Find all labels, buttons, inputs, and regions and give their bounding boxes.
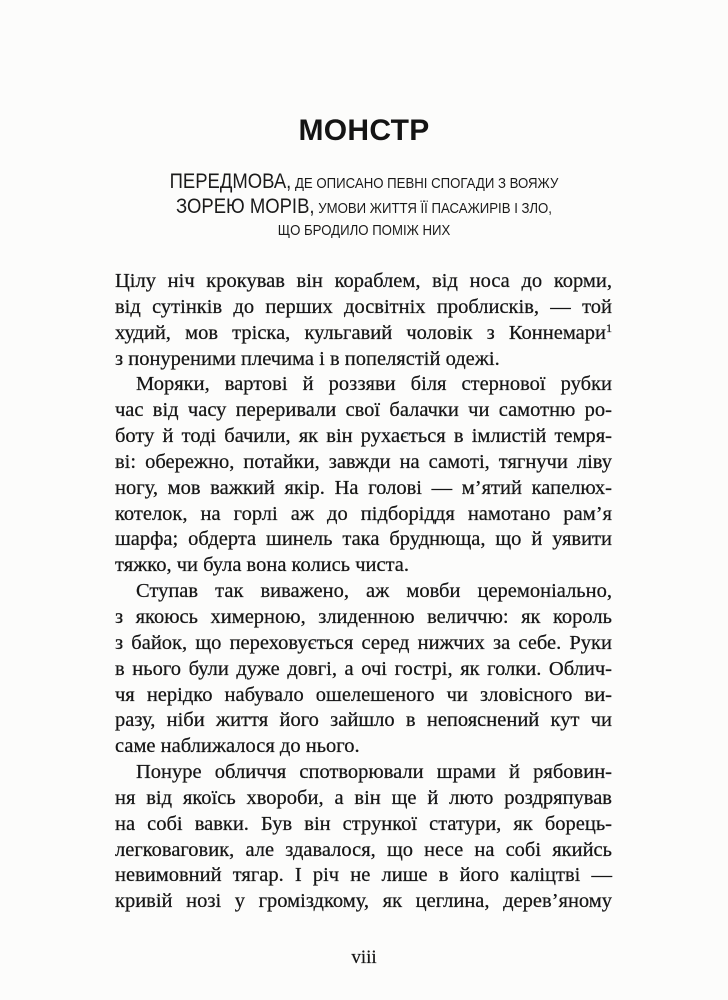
text-line: з понуреними плечима і в попелястій одежі. (115, 347, 500, 370)
text-line: від сутінків до перших досвітніх проблисків, — той (115, 295, 612, 318)
chapter-subtitle (0, 170, 728, 244)
footnote-marker: 1 (606, 320, 612, 335)
text-line: невимовний тягар. І річ не лише в його каліцтві — (115, 864, 612, 887)
subtitle-text: ЩО БРОДИЛО ПОМІЖ НИХ (277, 222, 451, 239)
page-number: viii (351, 947, 377, 968)
text-line: боту й тоді бачили, як він рухається в імлистій темря- (115, 425, 612, 448)
text-line: тяжко, чи була вона колись чиста. (115, 554, 410, 577)
subtitle-lead: ЗОРЕЮ МОРІВ, (176, 194, 315, 218)
subtitle-line (44, 195, 685, 220)
subtitle-lead: ПЕРЕДМОВА, (169, 170, 292, 193)
text-line: ві: обережно, потайки, завжди на самоті, тягнучи ліву (115, 450, 612, 473)
paragraph (115, 579, 612, 760)
text-line: разу, ніби життя його зайшло в непояснений кут чи (115, 709, 612, 732)
text-line: в нього були дуже довгі, а очі гострі, як голки. Облич- (115, 657, 612, 680)
text-line-content: худий, мов тріска, кульгавий чоловік з Коннемари (115, 321, 606, 344)
body-text (115, 269, 612, 915)
text-line: з байок, що переховується серед нижчих за себе. Руки (115, 631, 612, 654)
text-line: ня від якоїсь хвороби, а він ще й люто роздряпував (115, 786, 612, 809)
text-line: Моряки, вартові й роззяви біля стернової рубки (136, 373, 612, 396)
paragraph (115, 760, 612, 915)
text-line: Цілу ніч крокував він кораблем, від носа до корми, (115, 270, 612, 292)
text-line: час від часу переривали свої балачки чи самотню ро- (115, 399, 612, 422)
text-line: на собі вавки. Був він стрункої статури, як борець- (115, 812, 612, 835)
text-line: Понуре обличчя спотворювали шрами й рябовин- (136, 761, 612, 784)
text-line: кривій нозі у громіздкому, як цеглина, дерев’яному (115, 890, 612, 913)
text-line: з якоюсь химерною, злиденною величчю: як король (115, 605, 612, 628)
subtitle-text: ДЕ ОПИСАНО ПЕВНІ СПОГАДИ З ВОЯЖУ (294, 175, 559, 192)
text-line: котелок, на горлі аж до підборіддя намотано рам’я (115, 502, 612, 525)
subtitle-line (44, 170, 685, 195)
text-line: шарфа; обдерта шинель така бруднюща, що й уявити (115, 528, 612, 551)
chapter-title: МОНСТР (298, 114, 430, 147)
text-line: чя нерідко набувало ошелешеного чи зловісного ви- (115, 683, 612, 706)
subtitle-line (44, 219, 685, 244)
text-line (115, 321, 612, 347)
text-line: легковаговик, але здавалося, що несе на собі якийсь (115, 838, 612, 861)
paragraph (115, 269, 612, 372)
paragraph (115, 372, 612, 579)
text-line: ногу, мов важкий якір. На голові — м’ятий капелюх- (115, 476, 612, 499)
text-line: саме наближалося до нього. (115, 735, 360, 758)
subtitle-text: УМОВИ ЖИТТЯ ЇЇ ПАСАЖИРІВ І ЗЛО, (318, 199, 552, 217)
text-line: Ступав так виважено, аж мовби церемоніально, (136, 580, 612, 603)
